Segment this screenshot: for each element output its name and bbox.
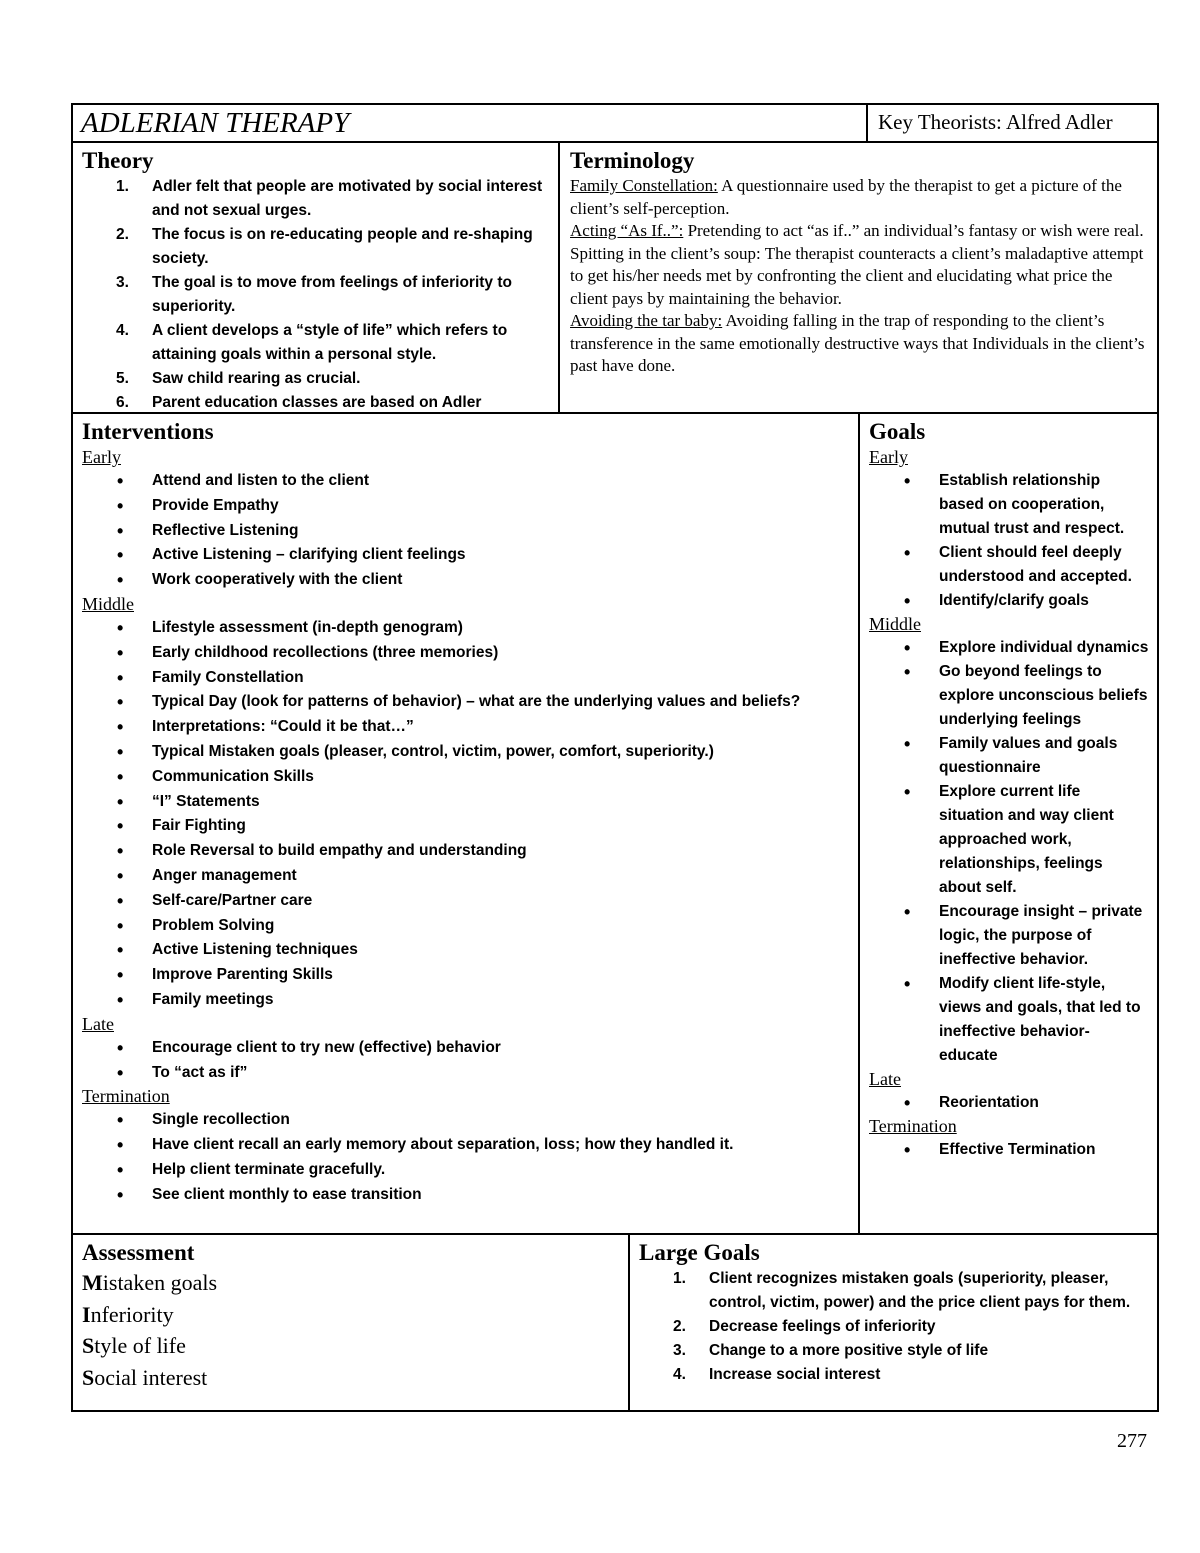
term-definition: The therapist counteracts a client’s maladaptive attempt to get his/her needs met by confronting the client and elucidating what price the client pays by maintaining the behavior. [570,243,1144,308]
list-item: • Client should feel deeply understood and accepted. [869,541,1149,589]
list-item: • Provide Empathy [82,494,850,519]
list-item: • Reorientation [869,1091,1149,1115]
list-item [639,1315,1149,1339]
goals-late-label: Late [869,1069,901,1089]
list-text: The goal is to move from feelings of inferiority to superiority. [152,274,512,315]
list-item: • Encourage client to try new (effective) behavior [82,1036,850,1061]
term-name: Spitting in the client’s soup: [570,243,761,263]
term-definition: Pretending to act “as if..” an individual’s fantasy or wish were real. [683,221,1144,240]
term-entry [570,175,1149,220]
list-item [82,367,550,391]
list-text: Parent education classes are based on Adler [152,394,482,411]
term-name: Acting “As If..”: [570,221,684,240]
list-item: • Lifestyle assessment (in-depth genogram) [82,616,850,641]
title-cell [71,103,868,143]
list-text: A client develops a “style of life” which refers to attaining goals within a personal style. [152,322,508,363]
list-item [639,1267,1149,1315]
list-item: • Explore current life situation and way client approached work, relationships, feelings about self. [869,780,1149,900]
theory-list [82,175,550,414]
list-item: • Effective Termination [869,1138,1149,1162]
list-item: • Role Reversal to build empathy and understanding [82,839,850,864]
list-item: • Help client terminate gracefully. [82,1158,850,1183]
term-name: Family Constellation: [570,176,718,195]
large-goals-list [639,1267,1149,1387]
list-item: • Typical Day (look for patterns of behavior) – what are the underlying values and beliefs? [82,690,850,715]
document-title: ADLERIAN THERAPY [81,107,350,139]
terminology-list [570,175,1149,378]
interventions-middle-list [82,616,850,1013]
list-item: • Explore individual dynamics [869,636,1149,660]
list-item: • Go beyond feelings to explore unconscious beliefs underlying feelings [869,660,1149,732]
interventions-heading: Interventions [82,419,214,444]
key-theorists: Key Theorists: Alfred Adler [878,110,1113,134]
list-item: • Work cooperatively with the client [82,568,850,593]
list-number: 4. [116,322,129,339]
assessment-list [82,1267,620,1393]
list-item: • Interpretations: “Could it be that…” [82,715,850,740]
assessment-initial: S [82,1333,95,1358]
assessment-heading: Assessment [82,1240,195,1265]
goals-early-label: Early [869,447,908,467]
assessment-word: istaken goals [102,1270,218,1295]
interventions-early-label: Early [82,447,121,467]
assessment-item [82,1330,620,1362]
list-item: • Single recollection [82,1108,850,1133]
interventions-termination-list [82,1108,850,1207]
goals-termination-label: Termination [869,1116,957,1136]
list-item: • Self-care/Partner care [82,889,850,914]
list-number: 2. [673,1318,686,1335]
list-text: Change to a more positive style of life [709,1342,989,1359]
terminology-section [558,141,1159,414]
list-item: • See client monthly to ease transition [82,1183,850,1208]
term-name: Avoiding the tar baby: [570,311,723,330]
list-item: • Family values and goals questionnaire [869,732,1149,780]
list-number: 3. [673,1342,686,1359]
term-definition: A questionnaire used by the therapist to get a picture of the client’s self-perception. [570,176,1122,218]
goals-middle-label: Middle [869,614,921,634]
list-item: • Family meetings [82,988,850,1013]
list-number: 1. [673,1270,686,1287]
term-entry [570,220,1149,243]
list-item: • Family Constellation [82,666,850,691]
assessment-item [82,1362,620,1394]
list-number: 6. [116,394,129,411]
goals-late-list [869,1091,1149,1115]
assessment-word: ocial interest [94,1364,208,1390]
list-item [82,271,550,319]
goals-heading: Goals [869,419,926,444]
interventions-early-list [82,469,850,593]
list-text: Adler felt that people are motivated by social interest and not sexual urges. [152,178,543,219]
assessment-section [71,1233,630,1412]
list-item: • Early childhood recollections (three memories) [82,641,850,666]
assessment-initial: I [82,1301,91,1327]
list-item: • Anger management [82,864,850,889]
interventions-middle-label: Middle [82,593,134,614]
list-item: • Active Listening techniques [82,938,850,963]
assessment-word: tyle of life [94,1333,186,1358]
goals-middle-list [869,636,1149,1068]
list-text: Increase social interest [709,1366,881,1383]
interventions-termination-label: Termination [82,1086,170,1107]
assessment-item [82,1299,620,1331]
list-item: • Improve Parenting Skills [82,963,850,988]
list-item [82,223,550,271]
list-item [639,1339,1149,1363]
assessment-initial: S [82,1364,95,1390]
interventions-late-label: Late [82,1013,114,1034]
assessment-word: nferiority [90,1301,174,1327]
list-item: • Typical Mistaken goals (pleaser, control, victim, power, comfort, superiority.) [82,740,850,765]
list-item: • Have client recall an early memory about separation, loss; how they handled it. [82,1133,850,1158]
list-text: Decrease feelings of inferiority [709,1318,936,1335]
terminology-heading: Terminology [570,148,695,173]
term-entry [570,310,1149,378]
assessment-initial: M [82,1270,103,1295]
list-item: • Attend and listen to the client [82,469,850,494]
theory-heading: Theory [82,148,154,173]
list-item [639,1363,1149,1387]
theorists-cell [866,103,1159,143]
list-number: 3. [116,274,129,291]
theory-section [71,141,560,414]
list-item: • Active Listening – clarifying client feelings [82,543,850,568]
term-definition: Avoiding falling in the trap of responding to the client’s transference in the same emotionally destructive ways that Individuals in the client’s past have done. [570,311,1145,375]
list-number: 2. [116,226,129,243]
list-item: • To “act as if” [82,1061,850,1086]
list-item [82,391,550,414]
large-goals-section [628,1233,1159,1412]
list-item [82,175,550,223]
list-number: 4. [673,1366,686,1383]
list-item: • Encourage insight – private logic, the purpose of ineffective behavior. [869,900,1149,972]
list-item: • Establish relationship based on cooperation, mutual trust and respect. [869,469,1149,541]
term-entry [570,243,1149,311]
list-text: Client recognizes mistaken goals (superiority, pleaser, control, victim, power) and the price client pays for them. [709,1270,1131,1311]
interventions-section [71,412,860,1235]
list-item [82,319,550,367]
list-item: • Fair Fighting [82,814,850,839]
large-goals-heading: Large Goals [639,1240,760,1265]
list-item: • “I” Statements [82,790,850,815]
list-item: • Reflective Listening [82,519,850,544]
list-item: • Identify/clarify goals [869,589,1149,613]
list-item: • Communication Skills [82,765,850,790]
list-text: The focus is on re-educating people and re-shaping society. [152,226,533,267]
list-number: 5. [116,370,129,387]
assessment-item [82,1267,620,1299]
goals-termination-list [869,1138,1149,1162]
list-item: • Modify client life-style, views and goals, that led to ineffective behavior- educate [869,972,1149,1068]
list-number: 1. [116,178,129,195]
list-item: • Problem Solving [82,914,850,939]
goals-section [858,412,1159,1235]
page-number: 277 [1117,1430,1147,1452]
goals-early-list [869,469,1149,613]
list-text: Saw child rearing as crucial. [152,370,361,387]
interventions-late-list [82,1036,850,1086]
